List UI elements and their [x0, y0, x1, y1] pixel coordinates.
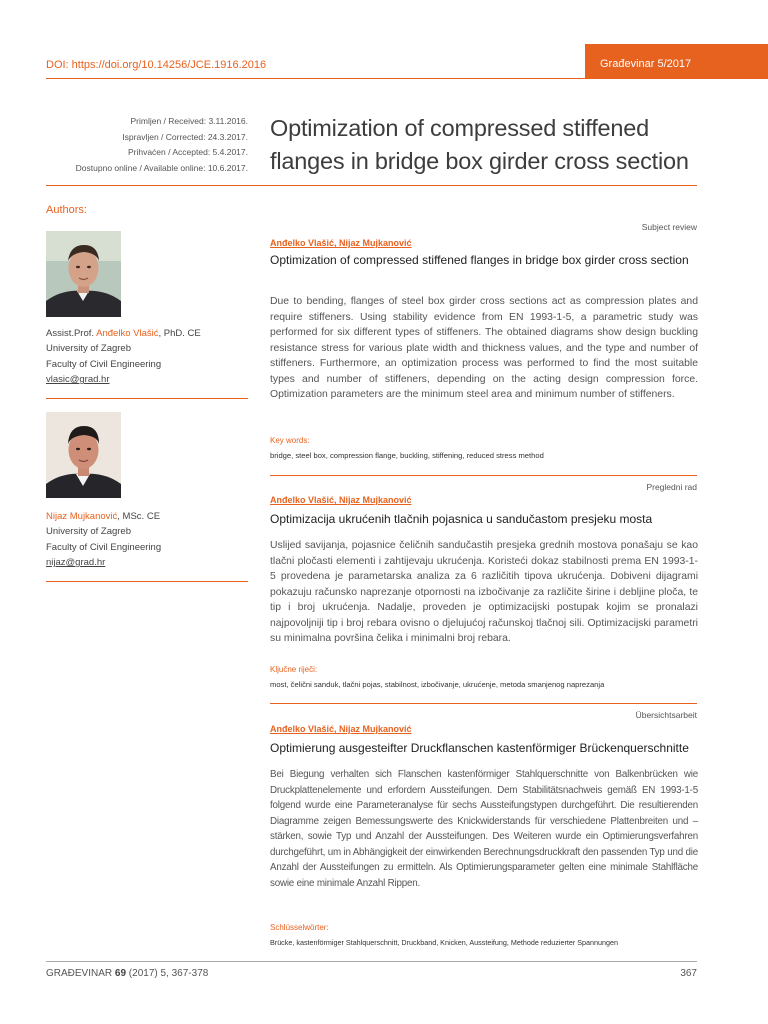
date-accepted: Prihvaćen / Accepted: 5.4.2017. — [127, 147, 248, 158]
article-type-en: Subject review — [641, 222, 697, 232]
footer-citation: GRAĐEVINAR 69 (2017) 5, 367-378 — [46, 968, 209, 979]
keywords-de: Brücke, kastenförmiger Stahlquerschnitt, Druckband, Knicken, Aussteifung, Methode reduzierter Spannungen — [270, 938, 618, 947]
abstract-title-hr: Optimizacija ukrućenih tlačnih pojasnica u sandučastom presjeku mosta — [270, 512, 653, 526]
footer-divider — [46, 961, 697, 962]
title-divider — [46, 185, 697, 186]
journal-issue-label: Građevinar 5/2017 — [600, 58, 692, 70]
author-divider — [46, 398, 248, 399]
keywords-label-en: Key words: — [270, 436, 310, 445]
author-photo-mujkanovic — [46, 412, 121, 498]
journal-issue-tab — [585, 44, 768, 79]
author-faculty: Faculty of Civil Engineering — [46, 358, 162, 370]
abstract-body-en: Due to bending, flanges of steel box girder cross sections act as compression plates and require stiffeners. Using stability evidence from EN 1993-1-5, a parametric study was performed for six different types of stiffeners. The obtained diagrams show design buckling resistance stress for various plate width and thickness values, and the type and number of stiffeners. Furthermore, an optimization process was performed to find the most suitable types and number of stiffeners, depending on the acting design compression force. Optimization parameters are the minimum steel area and minimum number of stiffeners. — [270, 296, 698, 400]
abstract-authors-de[interactable]: Anđelko Vlašić, Nijaz Mujkanović — [270, 724, 412, 734]
article-dates — [40, 114, 248, 176]
date-available: Dostupno online / Available online: 10.6.2017. — [75, 162, 248, 173]
section-divider — [270, 475, 697, 476]
author-photo-vlasic — [46, 231, 121, 317]
page-number: 367 — [680, 968, 697, 979]
abstract-title-de: Optimierung ausgesteifter Druckflanschen kastenförmiger Brückenquerschnitte — [270, 741, 689, 755]
author-divider — [46, 581, 248, 582]
date-corrected: Ispravljen / Corrected: 24.3.2017. — [122, 131, 248, 142]
keywords-label-de: Schlüsselwörter: — [270, 923, 329, 932]
author-email-link[interactable]: nijaz@grad.hr — [46, 557, 106, 569]
keywords-en: bridge, steel box, compression flange, buckling, stiffening, reduced stress method — [270, 451, 544, 460]
author-name: Anđelko Vlašić — [96, 328, 159, 339]
article-type-hr: Pregledni rad — [646, 482, 697, 492]
abstract-title-en: Optimization of compressed stiffened flanges in bridge box girder cross section — [270, 253, 689, 267]
abstract-authors-en[interactable]: Anđelko Vlašić, Nijaz Mujkanović — [270, 238, 412, 248]
authors-heading: Authors: — [46, 204, 87, 216]
author-info-vlasic — [46, 326, 251, 388]
keywords-label-hr: Ključne riječi: — [270, 665, 318, 674]
author-email-link[interactable]: vlasic@grad.hr — [46, 374, 110, 386]
author-university: University of Zagreb — [46, 526, 132, 538]
abstract-body-de: Bei Biegung verhalten sich Flanschen kastenförmiger Stahlquerschnitte von Balkenbrücken wie Druckplattenelemente und erfordern Aussteifungen. Dem Stabilitätsnachweis gemäß EN 1993-1-5 folgend wurde eine Parameteranalyse für sechs Aussteifungstypen durchgeführt. Die resultierenden Diagramme zeigen Bemessungswerte des Knickwiderstands für verschiedene Plattenbreiten und –stärken, sowie Typ und Anzahl der Aussteifungen. Des Weiteren wurde ein Optimierungsverfahren durchgeführt, um in Abhängigkeit der einwirkenden Berechnungsdruckkraft den passenden Typ und die Anzahl der Aussteifungen zu ermitteln. Als Optimierungsparameter gelten eine minimale Stahlfläche sowie eine minimale Anzahl Rippen. — [270, 769, 698, 889]
author-name-line: Assist.Prof. Anđelko Vlašić, PhD. CE — [46, 328, 201, 339]
section-divider — [270, 703, 697, 704]
author-faculty: Faculty of Civil Engineering — [46, 541, 162, 553]
abstract-body-hr: Uslijed savijanja, pojasnice čeličnih sandučastih presjeka grednih mostova ponašaju se kao tlačni pločasti elementi i zahtijevaju ukrućenja. Koristeći dokaz stabilnosti prema EN 1993-1-5 provedena je parametarska analiza za 6 različitih tipova ukrućenja. Dobiveni dijagrami pokazuju računsko naprezanje otpornosti na izbočivanje za različite širine i debljine ploča, te tip i broj ukrućenja. Nadalje, proveden je optimizacijski postupak kojim se pronalazi najpovoljniji tip i broj rebara ovisno o djelujućoj računskoj tlačnoj sili. Optimizacijski parametri su minimalna površina čelika i minimalni broj rebara. — [270, 540, 698, 644]
author-info-mujkanovic — [46, 509, 251, 571]
article-type-de: Übersichtsarbeit — [635, 710, 697, 720]
keywords-hr: most, čelični sanduk, tlačni pojas, stabilnost, izbočivanje, ukrućenje, metoda smanjenog naprezanja — [270, 680, 605, 689]
header-divider — [46, 78, 585, 79]
date-received: Primljen / Received: 3.11.2016. — [130, 116, 248, 126]
author-name-line: Nijaz Mujkanović, MSc. CE — [46, 511, 161, 522]
author-university: University of Zagreb — [46, 343, 132, 355]
author-name: Nijaz Mujkanović — [46, 511, 118, 522]
doi-link[interactable]: DOI: https://doi.org/10.14256/JCE.1916.2016 — [46, 59, 267, 71]
abstract-authors-hr[interactable]: Anđelko Vlašić, Nijaz Mujkanović — [270, 495, 412, 505]
article-title: Optimization of compressed stiffened flanges in bridge box girder cross section — [270, 115, 689, 174]
